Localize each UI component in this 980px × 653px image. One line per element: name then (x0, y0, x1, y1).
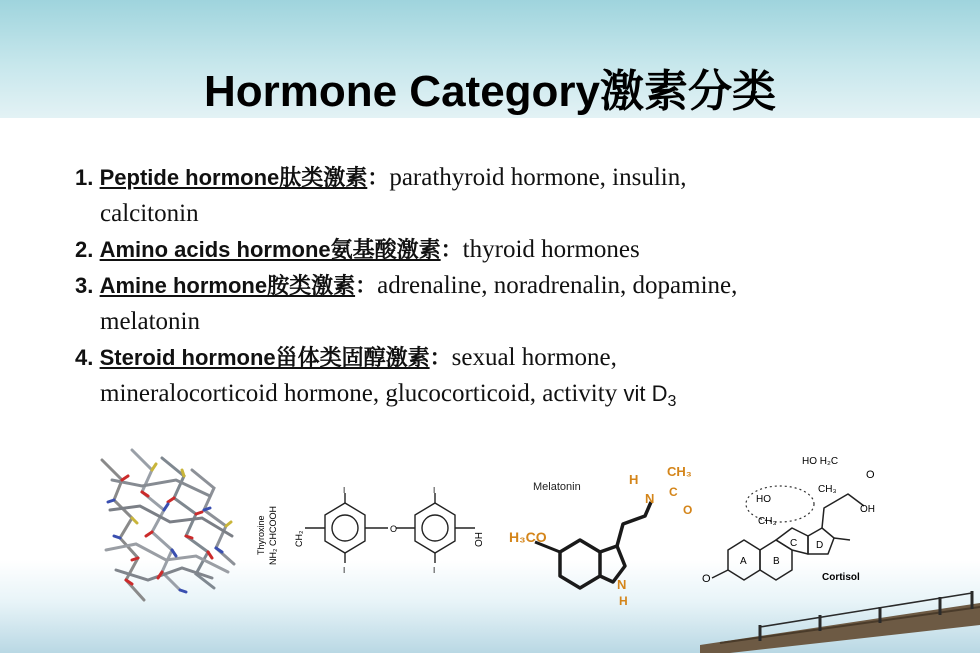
methyl-19-label: CH₃ (758, 516, 777, 527)
item-number: 3. (75, 273, 94, 298)
item-separator: ： (440, 237, 463, 262)
hydroxyl-17-label: OH (860, 504, 875, 515)
list-item-continuation: melatonin (100, 308, 200, 335)
list-item-amine (75, 268, 935, 304)
ring-c-label: C (790, 538, 798, 549)
hydroxyl-label: OH (474, 532, 485, 547)
melatonin-name-label: Melatonin (533, 481, 581, 493)
iodine-label: I (343, 486, 346, 495)
item-term: Amine hormone胺类激素 (99, 273, 356, 298)
hydroxymethyl-label: HO H₂C (802, 456, 839, 467)
item-number: 1. (75, 165, 94, 190)
item-separator: ： (367, 165, 390, 190)
keto-3-label: O (702, 573, 711, 585)
vitamin-label: vit D (623, 381, 668, 406)
amide-hydrogen-label: H (629, 472, 639, 487)
hydroxyl-11-label: HO (756, 494, 771, 505)
list-item-continuation: calcitonin (100, 200, 199, 227)
cortisol-structure (698, 450, 898, 595)
item-continuation-text: mineralocorticoid hormone, glucocorticoid, activity (100, 380, 618, 407)
list-item-steroid (75, 340, 935, 376)
item-number: 4. (75, 345, 94, 370)
iodine-label: I (433, 566, 436, 575)
carbonyl-oxygen-label: O (683, 503, 693, 517)
carbonyl-carbon-label: C (669, 485, 678, 499)
melatonin-structure (505, 462, 715, 610)
item-description: sexual hormone, (451, 344, 617, 371)
thyroxine-name-label: Thyroxine (256, 515, 266, 555)
slide-title: Hormone Category激素分类 (203, 67, 777, 116)
oxygen-label: O (390, 524, 398, 534)
item-separator: ： (429, 345, 452, 370)
item-description: parathyroid hormone, insulin, (389, 164, 687, 191)
cortisol-name-label: Cortisol (822, 572, 860, 583)
list-item-continuation (75, 376, 935, 412)
item-separator: ： (355, 273, 378, 298)
iodine-label: I (343, 566, 346, 575)
iodine-label: I (433, 486, 436, 495)
indole-hydrogen-label: H (619, 594, 628, 608)
vitamin-subscript: 3 (667, 393, 677, 410)
indole-nitrogen-label: N (617, 577, 627, 592)
pier-decoration (700, 585, 980, 653)
ring-b-label: B (773, 556, 780, 567)
peptide-molecule-model (92, 440, 252, 610)
hormone-list (75, 160, 935, 412)
item-term: Steroid hormone甾体类固醇激素 (99, 345, 430, 370)
item-term: Amino acids hormone氨基酸激素 (99, 237, 441, 262)
list-item-peptide (75, 160, 935, 196)
item-term: Peptide hormone肽类激素 (99, 165, 368, 190)
ch2-label: CH₂ (294, 530, 304, 547)
keto-oxygen-label: O (866, 469, 875, 481)
thyroxine-side-chain-label: NH₂ CHCOOH (268, 506, 278, 565)
item-description: thyroid hormones (462, 236, 640, 263)
methyl-label: CH₃ (667, 464, 692, 479)
item-number: 2. (75, 237, 94, 262)
item-description: adrenaline, noradrenalin, dopamine, (377, 272, 738, 299)
ring-a-label: A (740, 556, 747, 567)
list-item-amino-acids (75, 232, 935, 268)
methoxy-label: H₃CO (509, 529, 547, 545)
thyroxine-structure (250, 485, 500, 600)
ring-d-label: D (816, 540, 824, 551)
methyl-18-label: CH₃ (818, 484, 837, 495)
amide-nitrogen-label: N (645, 491, 655, 506)
